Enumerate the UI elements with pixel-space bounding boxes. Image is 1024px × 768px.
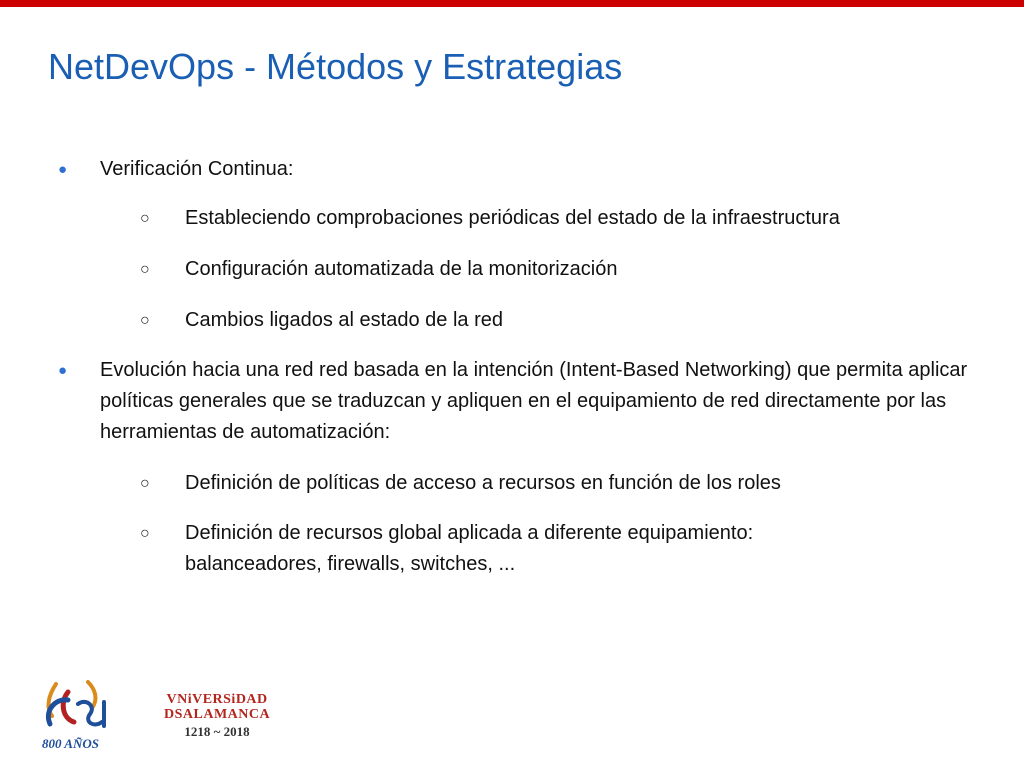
- bullet-text: Cambios ligados al estado de la red: [185, 309, 503, 331]
- usal-logo-caption: 800 AÑOS: [42, 736, 99, 751]
- bullet-item-level1: [58, 355, 980, 448]
- bullet-item-level1: [58, 154, 980, 185]
- university-name-line1: VNiVERSiDAD: [166, 692, 268, 707]
- filled-bullet-icon: ●: [58, 161, 68, 178]
- hollow-bullet-icon: ○: [140, 312, 150, 329]
- bullet-item-level2: [140, 203, 885, 234]
- hollow-bullet-icon: ○: [140, 525, 150, 542]
- bullet-text: Verificación Continua:: [100, 158, 294, 180]
- university-years: 1218 ~ 2018: [184, 724, 250, 739]
- hollow-bullet-icon: ○: [140, 210, 150, 227]
- bullet-text: Definición de recursos global aplicada a diferente equipamiento: balanceadores, firewalls, switches, ...: [185, 522, 754, 575]
- bullet-text: Configuración automatizada de la monitorización: [185, 258, 618, 280]
- bullet-item-level2: [140, 468, 885, 499]
- bullet-text: Evolución hacia una red red basada en la intención (Intent-Based Networking) que permita aplicar políticas generales que se traduzcan y apliquen en el equipamiento de red directamente por las herramientas de automatización:: [100, 359, 968, 443]
- bullet-text: Definición de políticas de acceso a recursos en función de los roles: [185, 472, 781, 494]
- university-name-line2: DSALAMANCA: [164, 707, 271, 722]
- bullet-item-level2: [140, 254, 885, 285]
- bullet-item-level2: [140, 305, 885, 336]
- top-accent-bar: [0, 0, 1024, 7]
- slide-title: NetDevOps - Métodos y Estrategias: [48, 46, 623, 87]
- universidad-salamanca-logo: [164, 692, 270, 740]
- bullet-item-level2: [140, 518, 885, 580]
- hollow-bullet-icon: ○: [140, 475, 150, 492]
- footer-logos: [38, 678, 278, 758]
- hollow-bullet-icon: ○: [140, 261, 150, 278]
- bullet-text: Estableciendo comprobaciones periódicas del estado de la infraestructura: [185, 207, 840, 229]
- filled-bullet-icon: ●: [58, 362, 68, 379]
- usal-800-anniversary-logo: [38, 678, 118, 754]
